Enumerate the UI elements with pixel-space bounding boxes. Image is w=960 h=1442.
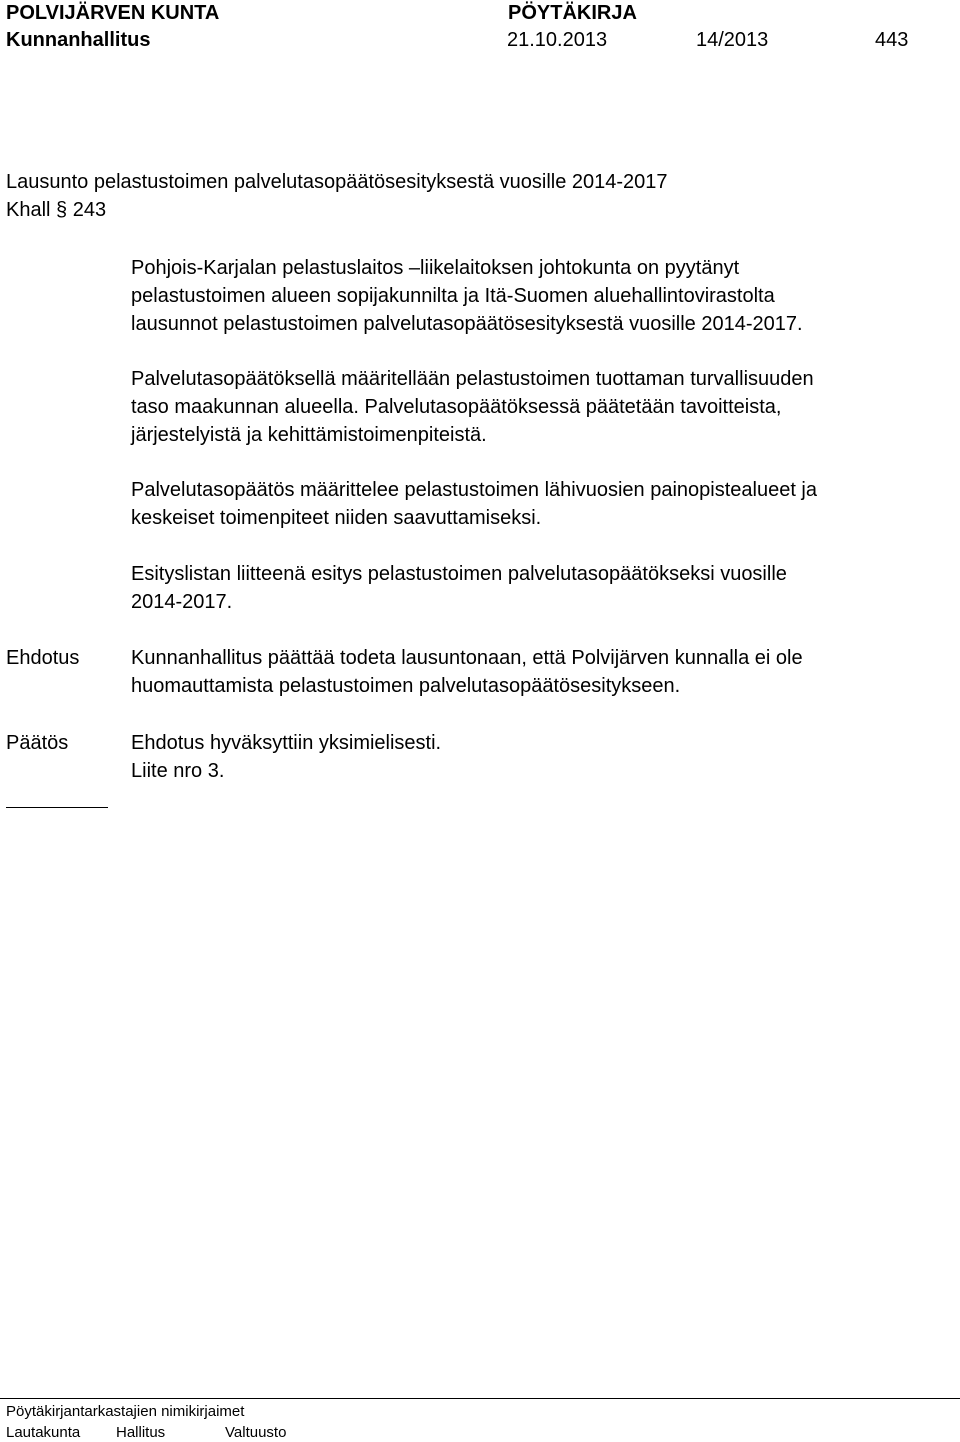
paragraph-3: [131, 476, 951, 532]
paatos-label: Päätös: [6, 732, 69, 754]
paragraph-line: järjestelyistä ja kehittämistoimenpiteistä.: [131, 424, 487, 446]
section-reference: Khall § 243: [6, 199, 107, 221]
paragraph-line: Esityslistan liitteenä esitys pelastustoimen palvelutasopäätökseksi vuosille: [131, 563, 787, 585]
paragraph-line: keskeiset toimenpiteet niiden saavuttamiseksi.: [131, 507, 542, 529]
ehdotus-line: Kunnanhallitus päättää todeta lausuntonaan, että Polvijärven kunnalla ei ole: [131, 647, 803, 669]
paatos-line: Liite nro 3.: [131, 760, 225, 782]
paatos-text: [131, 729, 951, 785]
ehdotus-text: [131, 644, 951, 700]
meeting-number: 14/2013: [696, 29, 769, 51]
ehdotus-label: Ehdotus: [6, 647, 80, 669]
section-title: Lausunto pelastustoimen palvelutasopäätösesityksestä vuosille 2014-2017: [6, 171, 668, 193]
paragraph-1: [131, 254, 951, 338]
footer-column-lautakunta: Lautakunta: [6, 1424, 81, 1441]
paragraph-line: taso maakunnan alueella. Palvelutasopäätöksessä päätetään tavoitteista,: [131, 396, 782, 418]
paragraph-line: lausunnot pelastustoimen palvelutasopäätösesityksestä vuosille 2014-2017.: [131, 313, 803, 335]
meeting-date: 21.10.2013: [507, 29, 608, 51]
document-type: PÖYTÄKIRJA: [508, 2, 637, 24]
paragraph-line: Palvelutasopäätöksellä määritellään pelastustoimen tuottaman turvallisuuden: [131, 368, 814, 390]
paragraph-2: [131, 365, 951, 449]
paragraph-line: 2014-2017.: [131, 591, 233, 613]
organization-name: POLVIJÄRVEN KUNTA: [6, 2, 220, 24]
footer-column-hallitus: Hallitus: [116, 1424, 166, 1441]
paragraph-4: [131, 560, 951, 616]
paatos-line: Ehdotus hyväksyttiin yksimielisesti.: [131, 732, 442, 754]
paragraph-line: pelastustoimen alueen sopijakunnilta ja Itä-Suomen aluehallintovirastolta: [131, 285, 775, 307]
ehdotus-line: huomauttamista pelastustoimen palvelutasopäätösesitykseen.: [131, 675, 681, 697]
paragraph-line: Palvelutasopäätös määrittelee pelastustoimen lähivuosien painopistealueet ja: [131, 479, 817, 501]
footer-rule: [0, 1398, 960, 1399]
footer-column-valtuusto: Valtuusto: [225, 1424, 287, 1441]
page-number: 443: [875, 29, 909, 51]
section-end-rule: [6, 807, 108, 808]
board-name: Kunnanhallitus: [6, 29, 151, 51]
paragraph-line: Pohjois-Karjalan pelastuslaitos –liikelaitoksen johtokunta on pyytänyt: [131, 257, 740, 279]
footer-title: Pöytäkirjantarkastajien nimikirjaimet: [6, 1403, 245, 1420]
